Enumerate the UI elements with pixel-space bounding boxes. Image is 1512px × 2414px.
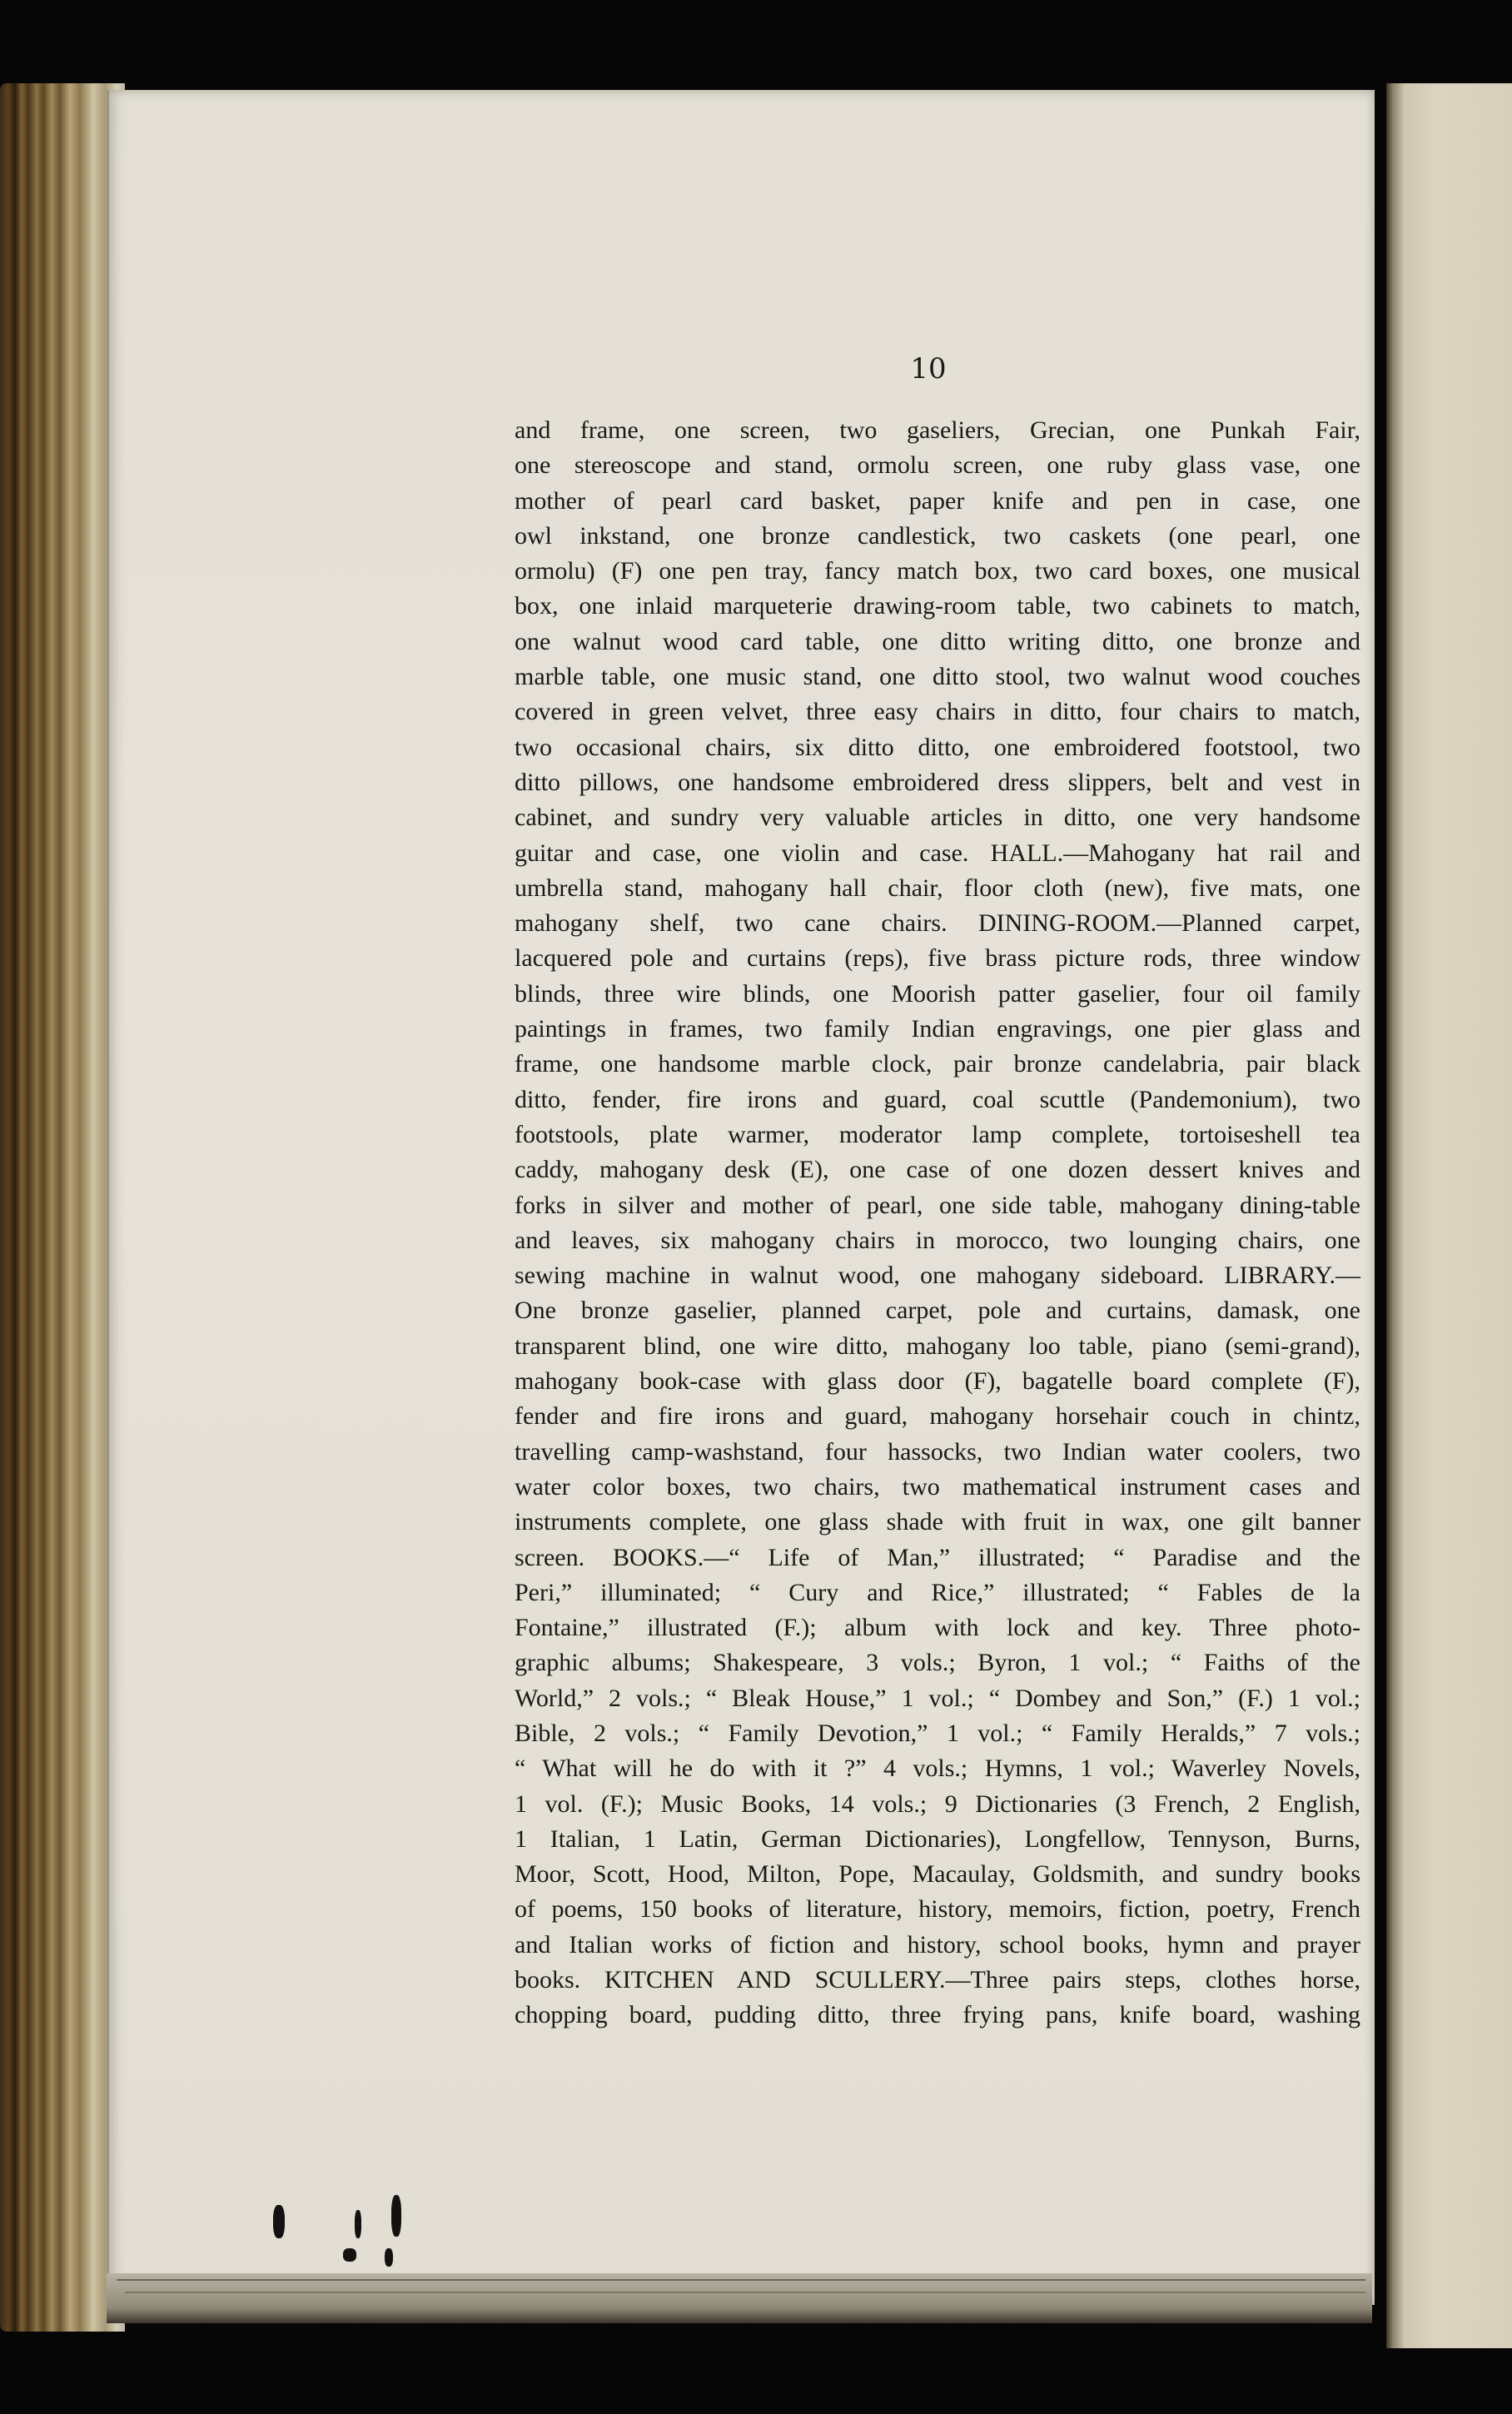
ink-blot	[355, 2210, 361, 2238]
ink-blot	[343, 2248, 356, 2262]
ink-blot	[273, 2205, 285, 2238]
page-border-rule-inner	[125, 2292, 1365, 2293]
text-line: Fontaine,” illustrated (F.); album with lock and key. Three photo-	[515, 1614, 1360, 1642]
text-line: instruments complete, one glass shade with fruit in wax, one gilt banner	[515, 1508, 1360, 1536]
text-line: frame, one handsome marble clock, pair bronze candelabria, pair black	[515, 1050, 1360, 1078]
text-line: chopping board, pudding ditto, three frying pans, knife board, washing	[515, 2001, 1360, 2029]
text-line: screen. BOOKS.—“ Life of Man,” illustrated; “ Paradise and the	[515, 1543, 1360, 1571]
text-line: box, one inlaid marqueterie drawing-room table, two cabinets to match,	[515, 592, 1360, 620]
text-line: cabinet, and sundry very valuable articles in ditto, one very handsome	[515, 804, 1360, 832]
text-line: mother of pearl card basket, paper knife and pen in case, one	[515, 486, 1360, 515]
text-line: forks in silver and mother of pearl, one side table, mahogany dining-table	[515, 1191, 1360, 1219]
text-line: Peri,” illuminated; “ Cury and Rice,” illustrated; “ Fables de la	[515, 1578, 1360, 1606]
text-line: and leaves, six mahogany chairs in morocco, two lounging chairs, one	[515, 1226, 1360, 1254]
text-line: transparent blind, one wire ditto, mahogany loo table, piano (semi-grand),	[515, 1331, 1360, 1360]
text-line: sewing machine in walnut wood, one mahogany sideboard. LIBRARY.—	[515, 1262, 1360, 1290]
text-line: World,” 2 vols.; “ Bleak House,” 1 vol.; “ Dombey and Son,” (F.) 1 vol.;	[515, 1684, 1360, 1712]
text-line: and Italian works of fiction and history, school books, hymn and prayer	[515, 1930, 1360, 1959]
text-line: water color boxes, two chairs, two mathematical instrument cases and	[515, 1472, 1360, 1501]
ink-blot	[391, 2195, 401, 2237]
text-line: travelling camp-washstand, four hassocks, two Indian water coolers, two	[515, 1437, 1360, 1466]
text-line: ditto, fender, fire irons and guard, coal scuttle (Pandemonium), two	[515, 1085, 1360, 1113]
text-line: “ What will he do with it ?” 4 vols.; Hymns, 1 vol.; Waverley Novels,	[515, 1755, 1360, 1783]
text-line: mahogany book-case with glass door (F), bagatelle board complete (F),	[515, 1367, 1360, 1396]
text-line: guitar and case, one violin and case. HALL.—Mahogany hat rail and	[515, 839, 1360, 867]
text-line: one stereoscope and stand, ormolu screen, one ruby glass vase, one	[515, 451, 1360, 480]
text-line: mahogany shelf, two cane chairs. DINING-ROOM.—Planned carpet,	[515, 909, 1360, 938]
text-line: 1 Italian, 1 Latin, German Dictionaries), Longfellow, Tennyson, Burns,	[515, 1824, 1360, 1853]
text-line: graphic albums; Shakespeare, 3 vols.; Byron, 1 vol.; “ Faiths of the	[515, 1649, 1360, 1677]
text-line: umbrella stand, mahogany hall chair, floor cloth (new), five mats, one	[515, 874, 1360, 902]
page-number: 10	[910, 352, 947, 386]
text-line: two occasional chairs, six ditto ditto, one embroidered footstool, two	[515, 733, 1360, 761]
text-line: caddy, mahogany desk (E), one case of one dozen dessert knives and	[515, 1156, 1360, 1184]
text-line: marble table, one music stand, one ditto stool, two walnut wood couches	[515, 663, 1360, 691]
text-line: One bronze gaselier, planned carpet, pole and curtains, damask, one	[515, 1297, 1360, 1325]
text-line: and frame, one screen, two gaseliers, Grecian, one Punkah Fair,	[515, 416, 1360, 444]
ink-blot	[385, 2248, 393, 2267]
text-line: footstools, plate warmer, moderator lamp complete, tortoiseshell tea	[515, 1120, 1360, 1148]
text-line: ormolu) (F) one pen tray, fancy match box, two card boxes, one musical	[515, 557, 1360, 585]
text-line: of poems, 150 books of literature, history, memoirs, fiction, poetry, French	[515, 1895, 1360, 1924]
text-line: owl inkstand, one bronze candlestick, two caskets (one pearl, one	[515, 521, 1360, 550]
text-line: fender and fire irons and guard, mahogany horsehair couch in chintz,	[515, 1402, 1360, 1431]
text-line: Moor, Scott, Hood, Milton, Pope, Macaulay, Goldsmith, and sundry books	[515, 1860, 1360, 1889]
text-line: books. KITCHEN AND SCULLERY.—Three pairs steps, clothes horse,	[515, 1966, 1360, 1994]
text-line: ditto pillows, one handsome embroidered dress slippers, belt and vest in	[515, 768, 1360, 796]
text-line: covered in green velvet, three easy chairs in ditto, four chairs to match,	[515, 698, 1360, 726]
page-bottom-edge	[107, 2273, 1372, 2323]
page-body-text	[515, 413, 1360, 2033]
text-line: Bible, 2 vols.; “ Family Devotion,” 1 vol.; “ Family Heralds,” 7 vols.;	[515, 1719, 1360, 1747]
text-line: paintings in frames, two family Indian engravings, one pier glass and	[515, 1015, 1360, 1043]
facing-page-edge	[1386, 83, 1512, 2348]
text-line: one walnut wood card table, one ditto writing ditto, one bronze and	[515, 627, 1360, 655]
page-border-rule	[117, 2279, 1365, 2281]
text-line: 1 vol. (F.); Music Books, 14 vols.; 9 Dictionaries (3 French, 2 English,	[515, 1789, 1360, 1818]
text-line: blinds, three wire blinds, one Moorish patter gaselier, four oil family	[515, 979, 1360, 1008]
text-line: lacquered pole and curtains (reps), five brass picture rods, three window	[515, 944, 1360, 973]
